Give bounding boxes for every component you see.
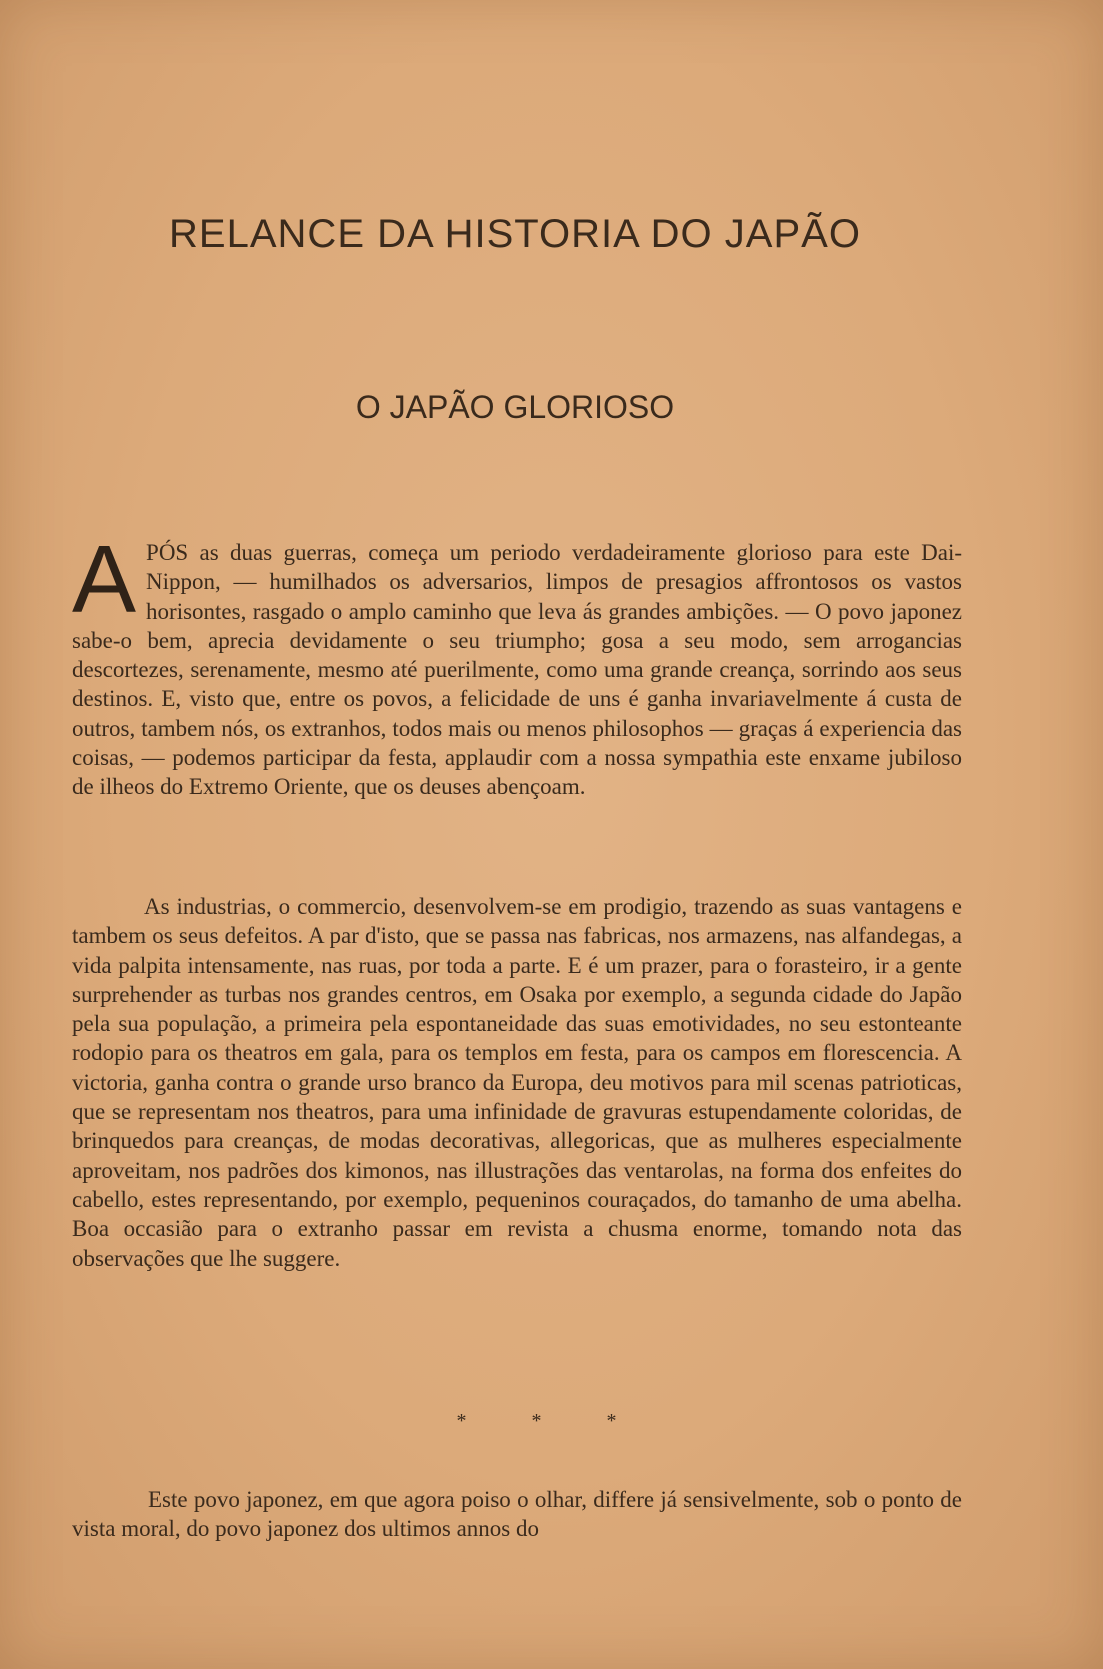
paragraph-1-body: as duas guerras, começa um periodo verdadeiramente glorioso para este Dai-Nippon, — humilhados os adversarios, limpos de presagios affrontosos os vastos horisontes, rasgado o amplo caminho que leva ás grandes ambições. — O povo japonez sabe-o bem, aprecia devidamente o seu triumpho; gosa a seu modo, sem arrogancias descortezes, serenamente, mesmo até puerilmente, como uma grande creança, sorrindo aos seus destinos. E, visto que, entre os povos, a felicidade de uns é ganha invariavelmente á custa de outros, tambem nós, os extranhos, todos mais ou menos philosophos — graças á experiencia das coisas, — podemos participar da festa, applaudir com a nossa sympathia este enxame jubiloso de ilheos do Extremo Oriente, que os deuses abençoam. — [72, 540, 962, 800]
section-title: O JAPÃO GLORIOSO — [355, 389, 675, 425]
paragraph-3-text: Este povo japonez, em que agora poiso o olhar, differe já sensivelmente, sob o ponto de vista moral, do povo japonez dos ultimos annos do — [72, 1487, 962, 1542]
first-word-rest: PÓS — [146, 540, 189, 565]
section-separator: * * * — [456, 1410, 647, 1432]
drop-cap: A — [72, 526, 137, 633]
paragraph-1 — [72, 526, 962, 802]
chapter-title: RELANCE DA HISTORIA DO JAPÃO — [169, 212, 861, 256]
paragraph-2-text: As industrias, o commercio, desenvolvem-se em prodigio, trazendo as suas vantagens e tambem os seus defeitos. A par d'isto, que se passa nas fabricas, nos armazens, nas alfandegas, a vida palpita intensamente, nas ruas, por toda a parte. E é um prazer, para o forasteiro, ir a gente surprehender as turbas nos grandes centros, em Osaka por exemplo, a segunda cidade do Japão pela sua população, a primeira pela espontaneidade das suas emotividades, no seu estonteante rodopio para os theatros em gala, para os templos em festa, para os campos em florescencia. A victoria, ganha contra o grande urso branco da Europa, deu motivos para mil scenas patrioticas, que se representam nos theatros, para uma infinidade de gravuras estupendamente coloridas, de brinquedos para creanças, de modas decorativas, allegoricas, que as mulheres especialmente aproveitam, nos padrões dos kimonos, nas illustrações das ventarolas, na forma dos enfeites do cabello, estes representando, por exemplo, pequeninos couraçados, do tamanho de uma abelha. Boa occasião para o extranho passar em revista a chusma enorme, tomando nota das observações que lhe suggere. — [72, 894, 962, 1271]
paragraph-2 — [72, 892, 962, 1273]
paragraph-3 — [72, 1485, 962, 1544]
paragraph-1-text — [72, 526, 962, 802]
